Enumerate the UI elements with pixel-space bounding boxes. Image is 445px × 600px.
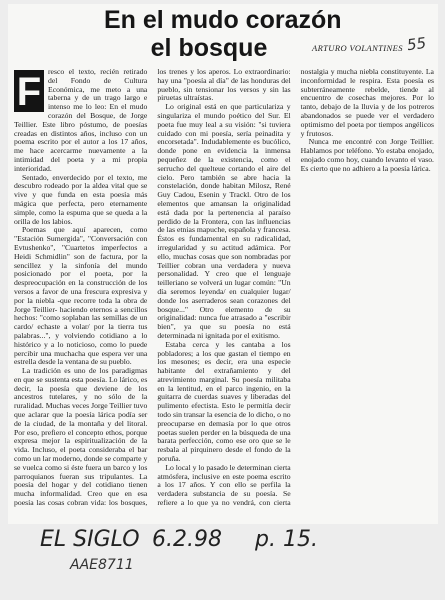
paragraph: Estaba cerca y les cantaba a los pobladores; a los que gastan el tiempo en los mesones; es decir, era una especie habitante del extrañamiento y del atrevimiento marginal. Su poesía militaba en la lentitud, en el parco ingenio, en la guitarra de cuerdas suaves y liberadas del pulimento efectista. Esto le permitía decir todo sin transar la esencia de lo dicho, o no preocuparse en demasía por lo que otros poetas suelen perder en la búsqueda de una barata perfección, como ese oro que se le resbala al pirquinero desde el fondo de la poruña. <box>157 339 291 464</box>
paragraph: Lo original está en que particulariza y singulariza el mundo poético del Sur. El poeta fue muy leal a su visión: "si tuviera cuidado con mi poesía, sería peinadita y encorsetada". Indudablemente es bucólico, donde pone en evidencia la inmensa pequeñez de la existencia, como el serrucho del quelteue cortando el aire del cielo. Pero también se abre hacia la constelación, donde habitan Milosz, René Guy Cadou, Esenin y Trackl. Otro de los elementos que amansan la originalidad está dada por la pertenencia al paraíso perdido de la Frontera, con las influencias de las etnias mapuche, española y francesa. Éstos es fundamental en su radicalidad, irregularidad y su actitud adámica. Por ello, muchas cosas que son nombradas por Teillier cobran una verdadera y nueva personalidad. Y creo que el lenguaje teilleriano se volverá un lugar común: "Un día seremos leyenda/ en cualquier lugar/ donde los aserraderos sean corazones del bosque..." Otro elemento de su originalidad: nunca fue atrasado a "escribir bien", ya que su poesía no está determinada ni ignitada por el exitismo. <box>157 102 291 340</box>
headline-line-2: el bosque <box>150 34 268 62</box>
paragraph: La tradición es uno de los paradigmas en que se sustenta esta poesía. Lo lárico, es decir, la poesía que deviene de los ancestros tutelares, y no sólo de la ruralidad. Muchas veces Jorge Teillier tuvo que aclarar que la poesía lárica podía ser de la ciudad, de la montaña y del litoral. Por eso, prefiero el concepto ethos, porque expresa mejor la espiritualización de la vida. Incluso, el poeta consideraba el bar como un lar moderno, donde se comparte y se vuelca como si éste fuera un barco y los parroquianos fueran sus tripulantes. La poesía del hogar y del cotidiano tienen mucha informalidad. Creo que en esa poesía las cosas cobran vida: los bosques, los trenes y los aperos. Lo extraordinario: hay una "poesía al día" de las honduras del pueblo, sin tensionar los versos y sin las piruetas ultraístas. <box>14 67 291 508</box>
article-body <box>14 68 434 516</box>
source-date: 6.2.98 <box>152 527 222 552</box>
drop-cap: F <box>14 70 44 112</box>
paragraph: Sentado, enverdecido por el texto, me descubro rodeado por la aldea vital que se vive y que funda en esta poesía más mágica que perfecta, pero eternamente simple, como la espuma que se queda a la orilla de los labios. <box>14 172 148 226</box>
headline-line-1: En el mudo corazón <box>104 6 342 34</box>
paragraph: Lo local y lo pasado le determinan cierta atmósfera, inclusive en este poema escrito a los 17 años. Y con ello se perfila la verdadera substancia de su poesía. Se refiere a lo que ya no vendrá, con cierta nostalgia y mucha niebla constituyente. La inconformidad le respira. Esta poesía es subterráneamente rebelde, tiende al encuentro de cosechas mejores. Por lo tanto, debajo de la lluvia y de los potreros abandonados se puede ver el verdadero optimismo del poeta por tiempos angélicos y frutosos. <box>157 67 434 508</box>
handwritten-page-number: 55 <box>405 33 428 55</box>
paragraph <box>14 68 147 174</box>
paragraph: Poemas que aquí aparecen, como "Estación Sumergida", "Conversación con Evtushenko", "Cuartetos imperfectos a Heidi Schmidlin" son de factura, por la sencillez y la sinfonía del mundo posicionado por el poeta, por la despreocupación en la construcción de los versos a favor de una frescura expresiva y por la niebla -que recorre toda la obra de Jorge Teillier- haciendo eternos a sencillos hechos: "como soplaban las semillas de un cardo/ echaste a volar/ por la tierra tus palabras...", y volviendo cotidiano a lo histórico y a lo noticioso, como lo puede percibir una muchacha que espera ver una estrella desde la ventana de su pueblo. <box>14 225 148 367</box>
source-page: p. 15. <box>255 527 318 552</box>
paragraph-text: resco el texto, recién retirado del Fondo de Cultura Económica, me meto a una taberna y de un trago largo e intenso me lo leo: En el mudo corazón del Bosque, de Jorge Teillier. Este libro póstumo, de poesías creadas en distintos años, incluso con un poema escrito por el autor a los 17 años, me hace acercarme nuevamente a la intimidad del poeta y a mi propia interioridad. <box>14 67 148 173</box>
handwritten-archive-code: AAE8711 <box>70 557 134 573</box>
byline: ARTURO VOLANTINES <box>312 43 403 53</box>
paragraph: Nunca me encontré con Jorge Teillier. Hablamos por teléfono. Yo estaba enojado, enojado como hoy, cuando levanto el vaso. Es cierto que no adhiero a la poesía lárica. <box>300 137 434 173</box>
handwritten-source-note <box>40 527 318 552</box>
source-name: EL SIGLO <box>40 527 140 552</box>
newspaper-clipping <box>8 4 438 524</box>
headline <box>104 6 342 62</box>
